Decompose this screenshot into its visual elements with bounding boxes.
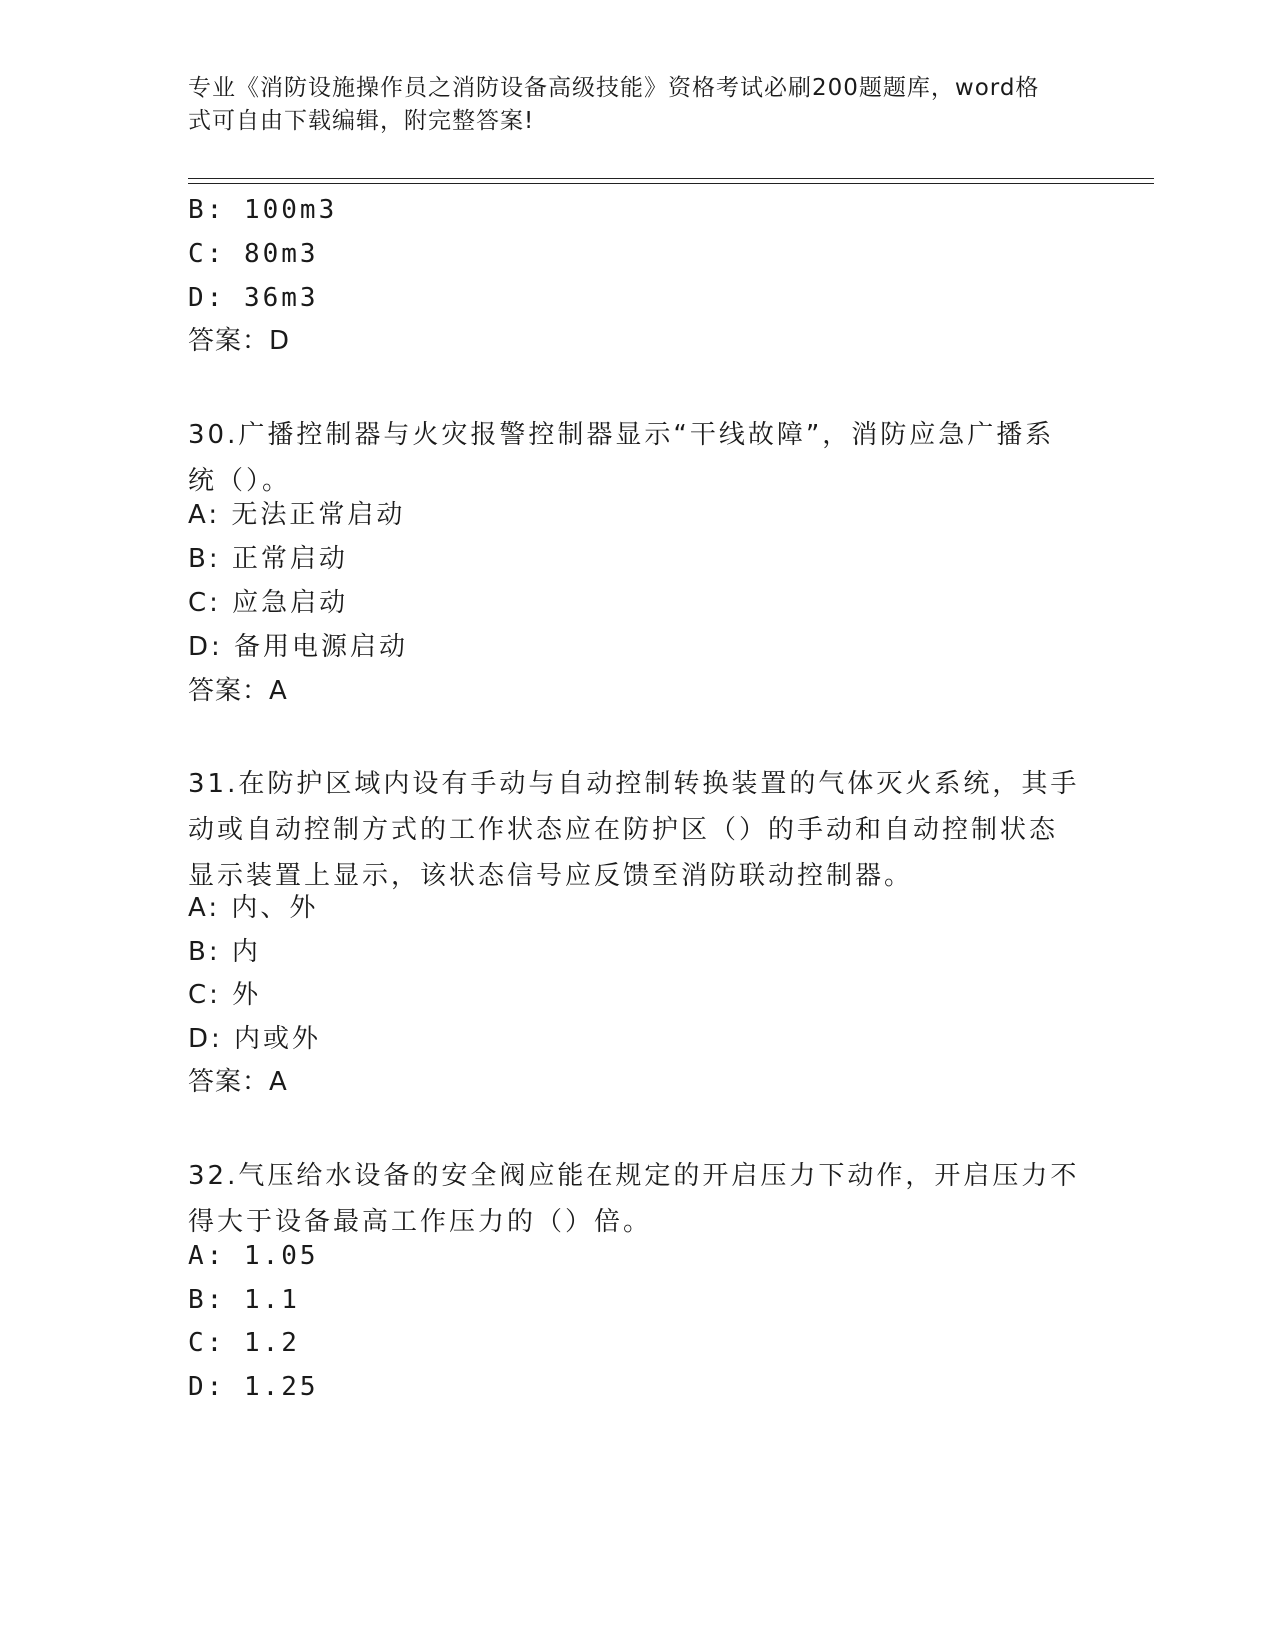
question-32-line-1: 32.气压给水设备的安全阀应能在规定的开启压力下动作，开启压力不 [188, 1161, 1080, 1191]
question-30-answer: 答案：A [188, 676, 288, 706]
question-32-option-a: A: 1.05 [188, 1241, 319, 1271]
header-divider-top [188, 178, 1154, 179]
option-d: D: 36m3 [188, 283, 319, 313]
header-line-1: 专业《消防设施操作员之消防设备高级技能》资格考试必刷200题题库，word格 [188, 75, 1040, 101]
question-30-text [188, 412, 1088, 504]
question-30-line-2: 统（）。 [188, 466, 292, 496]
question-31-line-2: 动或自动控制方式的工作状态应在防护区（）的手动和自动控制状态 [188, 815, 1059, 845]
question-31-line-3: 显示装置上显示，该状态信号应反馈至消防联动控制器。 [188, 861, 914, 891]
header-line-2: 式可自由下载编辑，附完整答案! [188, 108, 535, 134]
option-b: B: 100m3 [188, 195, 338, 225]
question-30-option-d: D: 备用电源启动 [188, 632, 409, 662]
question-30-line-1: 30.广播控制器与火灾报警控制器显示“干线故障”，消防应急广播系 [188, 420, 1055, 450]
header-divider-bottom [188, 183, 1154, 184]
question-32-option-b: B: 1.1 [188, 1285, 300, 1315]
answer-line: 答案：D [188, 326, 291, 356]
question-30-option-c: C: 应急启动 [188, 588, 349, 618]
question-30-option-a: A: 无法正常启动 [188, 500, 406, 530]
question-31-option-d: D: 内或外 [188, 1024, 322, 1054]
question-32-text [188, 1153, 1088, 1245]
question-31-line-1: 31.在防护区域内设有手动与自动控制转换装置的气体灭火系统，其手 [188, 769, 1080, 799]
question-32-option-d: D: 1.25 [188, 1372, 319, 1402]
question-32-option-c: C: 1.2 [188, 1328, 300, 1358]
question-31-answer: 答案：A [188, 1067, 288, 1097]
question-31-option-a: A: 内、外 [188, 893, 319, 923]
question-31-text [188, 761, 1088, 899]
question-30-option-b: B: 正常启动 [188, 544, 348, 574]
question-31-option-c: C: 外 [188, 980, 262, 1010]
document-header [188, 72, 1088, 138]
question-31-option-b: B: 内 [188, 937, 261, 967]
option-c: C: 80m3 [188, 239, 319, 269]
question-32-line-2: 得大于设备最高工作压力的（）倍。 [188, 1207, 653, 1237]
